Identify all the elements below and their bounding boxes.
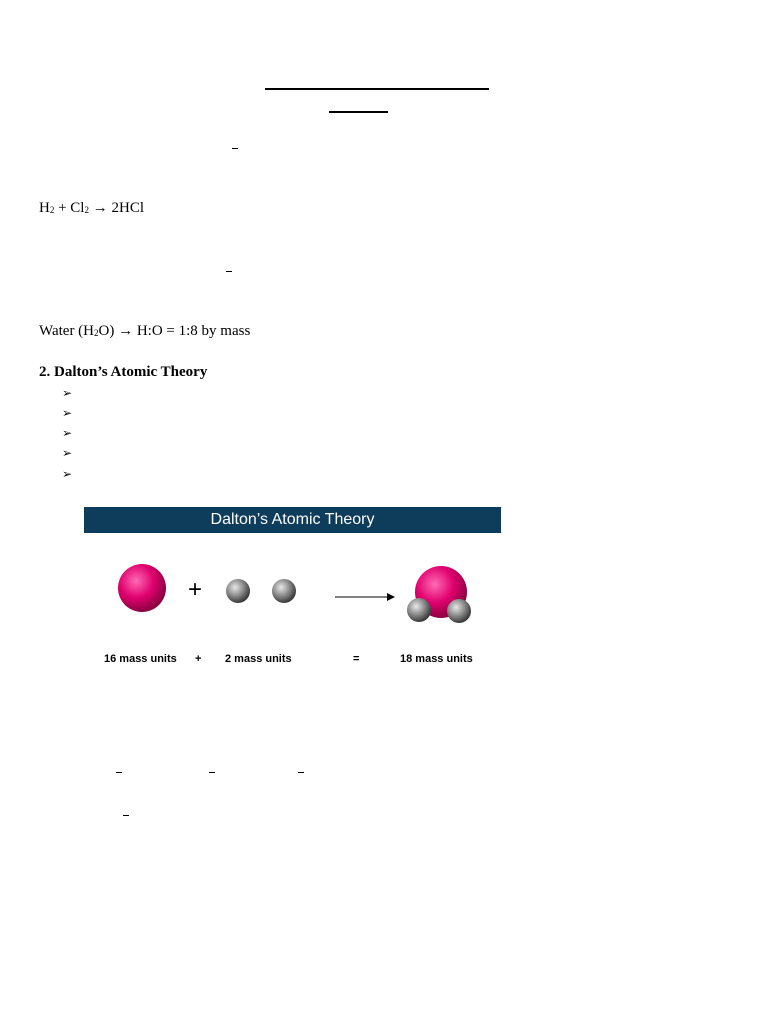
dalton-diagram <box>84 533 501 648</box>
water-hydrogen-atom <box>447 599 471 623</box>
equation-water: Water $(H_2O)$ → H:O = 1:8 by mass <box>39 323 251 339</box>
figure-title: Dalton’s Atomic Theory <box>84 507 501 533</box>
title-underline <box>265 88 489 90</box>
label-plus: + <box>195 653 202 665</box>
bullet-arrow: ➢ <box>62 467 73 481</box>
figure-plus-sign: + <box>188 576 203 603</box>
dash-mark <box>116 772 122 773</box>
dash-mark <box>123 815 129 816</box>
equation-hcl: $H_2 + Cl_2 \to 2HCl$ <box>39 200 144 216</box>
dash-mark <box>232 148 238 149</box>
label-hydrogen-mass: 2 mass units <box>225 653 292 665</box>
subtitle-underline <box>329 111 388 113</box>
section-heading-dalton: 2. Dalton’s Atomic Theory <box>39 364 208 380</box>
bullet-arrow: ➢ <box>62 406 73 420</box>
bullet-arrow: ➢ <box>62 426 73 440</box>
hydrogen-atom <box>226 579 250 603</box>
label-water-mass: 18 mass units <box>400 653 473 665</box>
bullet-arrow: ➢ <box>62 446 73 460</box>
bullet-arrow: ➢ <box>62 386 73 400</box>
dash-mark <box>298 772 304 773</box>
label-oxygen-mass: 16 mass units <box>104 653 177 665</box>
water-hydrogen-atom <box>407 598 431 622</box>
oxygen-atom <box>118 564 166 612</box>
label-equals: = <box>353 653 360 665</box>
dash-mark <box>209 772 215 773</box>
hydrogen-atom <box>272 579 296 603</box>
dash-mark <box>226 271 232 272</box>
